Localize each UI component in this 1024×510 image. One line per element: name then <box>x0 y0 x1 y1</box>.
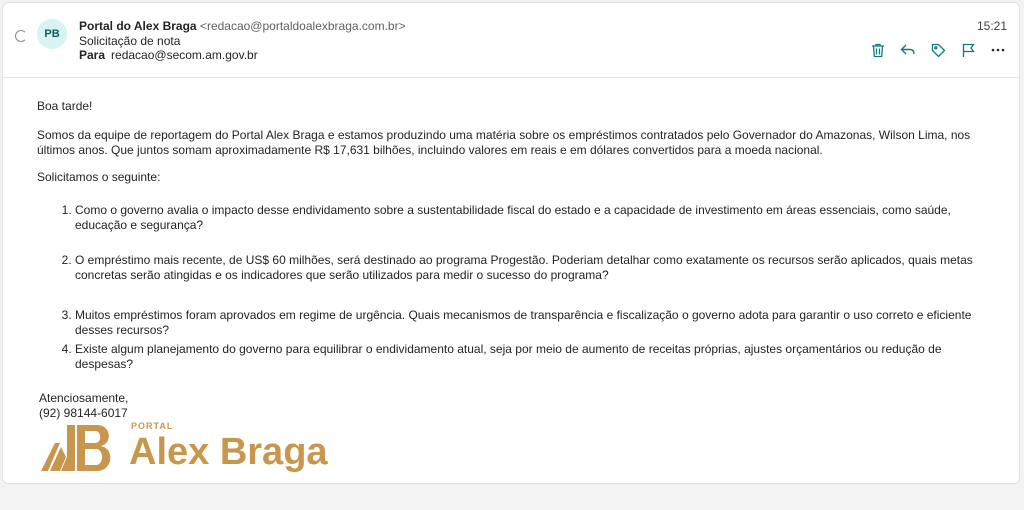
logo-mark-icon <box>41 419 123 475</box>
list-item: 1. Como o governo avalia o impacto desse endividamento sobre a sustentabilidade fiscal do estado e a capacidade de investimento em áreas essenciais, como saúde, educação e segurança? <box>75 203 997 233</box>
closing: Atenciosamente, <box>39 391 129 405</box>
logo-top-text: PORTAL <box>131 421 174 431</box>
reply-icon[interactable] <box>899 41 917 59</box>
list-item: 3. Muitos empréstimos foram aprovados em regime de urgência. Quais mecanismos de transparência e fiscalização o governo adota para garantir o uso correto e eficiente desses recursos? <box>75 308 997 338</box>
recipient-line <box>79 48 258 62</box>
trash-icon[interactable] <box>869 41 887 59</box>
alex-braga-logo <box>41 417 361 475</box>
avatar[interactable]: PB <box>37 19 67 49</box>
logo-brand-text: Alex Braga <box>129 431 328 473</box>
email-subject: Solicitação de nota <box>79 34 181 48</box>
email-actions <box>869 41 1007 59</box>
list-item: 2. O empréstimo mais recente, de US$ 60 milhões, será destinado ao programa Progestão. Poderiam detalhar como exatamente os recursos serão aplicados, quais metas concretas serão atingidas e os indicadores que serão utilizados para medir o sucesso do programa? <box>75 253 997 283</box>
flag-icon[interactable] <box>959 41 977 59</box>
list-item: 4. Existe algum planejamento do governo para equilibrar o endividamento atual, seja por meio de aumento de receitas próprias, ajustes orçamentários ou redução de despesas? <box>75 342 997 372</box>
recipient-address[interactable]: redacao@secom.am.gov.br <box>111 48 258 62</box>
phone-number: (92) 98144-6017 <box>39 406 128 420</box>
email-header <box>3 3 1019 77</box>
email-reading-pane <box>2 2 1020 484</box>
intro-paragraph: Somos da equipe de reportagem do Portal Alex Braga e estamos produzindo uma matéria sobre os empréstimos contratados pelo Governador do Amazonas, Wilson Lima, nos últimos anos. Que juntos somam aproximadamente R$ 17,631 bilhões, incluindo valores em reais e em dólares convertidos para a moeda nacional. <box>37 128 971 157</box>
loading-spinner-icon <box>15 30 27 42</box>
header-divider <box>3 77 1019 78</box>
email-body <box>37 99 997 372</box>
request-line: Solicitamos o seguinte: <box>37 170 161 184</box>
email-time: 15:21 <box>976 19 1007 33</box>
sender-name[interactable]: Portal do Alex Braga <box>79 19 197 33</box>
to-label: Para <box>79 48 106 62</box>
tag-icon[interactable] <box>929 41 947 59</box>
sender-address: <redacao@portaldoalexbraga.com.br> <box>199 19 406 33</box>
more-icon[interactable] <box>989 41 1007 59</box>
greeting: Boa tarde! <box>37 99 93 113</box>
questions-list <box>37 203 997 372</box>
sender[interactable] <box>79 19 406 33</box>
